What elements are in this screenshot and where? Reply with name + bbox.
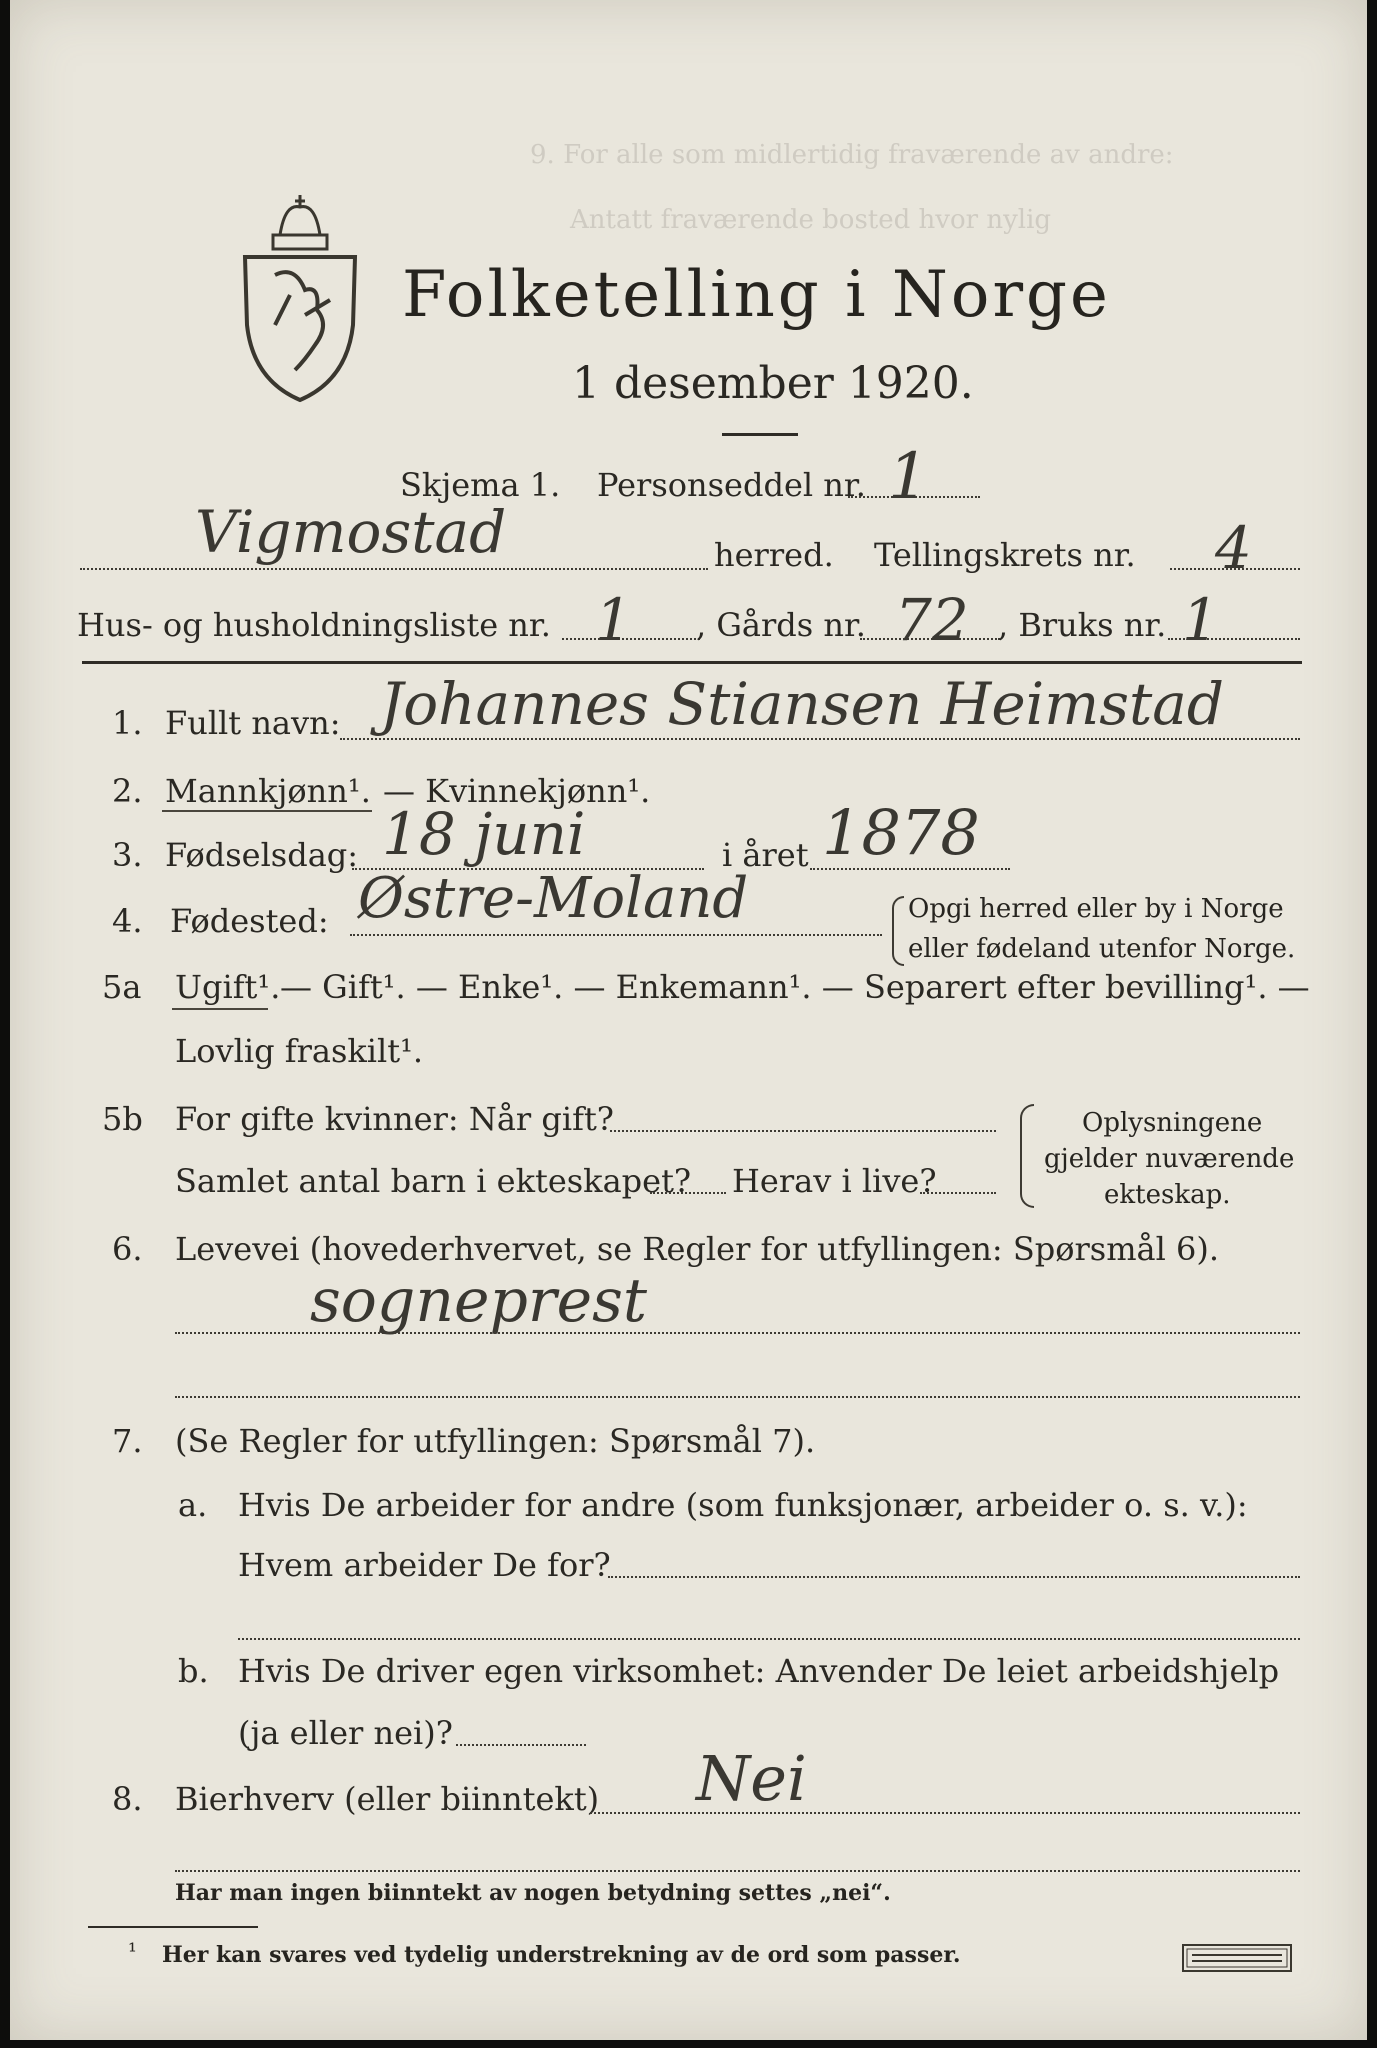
birthday-value: 18 juni <box>382 800 586 868</box>
marriage-note-brace <box>1020 1104 1034 1208</box>
q3-number: 3. <box>112 836 143 874</box>
q1-label: Fullt navn: <box>165 704 341 742</box>
marital-divorced-option[interactable]: Lovlig fraskilt¹. <box>175 1032 424 1070</box>
birth-year-value: 1878 <box>822 796 980 869</box>
marriage-note-line3: ekteskap. <box>1104 1180 1231 1210</box>
herred-field[interactable] <box>80 568 708 570</box>
q5b-children-label: Samlet antal barn i ekteskapet? <box>175 1162 692 1200</box>
q8-number: 8. <box>112 1780 143 1818</box>
schema-label: Skjema 1. <box>400 466 561 504</box>
occupation-field-line2[interactable] <box>175 1396 1300 1398</box>
q7b-letter: b. <box>178 1652 209 1690</box>
q7a-letter: a. <box>178 1486 208 1524</box>
marital-other-options[interactable]: — Gift¹. — Enke¹. — Enkemann¹. — Separert efter bevilling¹. — <box>280 968 1310 1006</box>
q7b-hired-help-label: (ja eller nei)? <box>238 1714 453 1752</box>
employer-field-line2[interactable] <box>238 1638 1300 1640</box>
q7-label: (Se Regler for utfyllingen: Spørsmål 7). <box>175 1422 816 1460</box>
norway-coat-of-arms-icon <box>235 195 365 405</box>
title-divider <box>722 433 798 436</box>
q8-label: Bierhverv (eller biinntekt) <box>175 1780 600 1818</box>
q3-label: Fødselsdag: <box>165 836 359 874</box>
personseddel-value: 1 <box>888 440 929 514</box>
header-divider <box>82 661 1302 664</box>
q2-number: 2. <box>112 772 143 810</box>
marriage-note-line1: Oplysningene <box>1082 1108 1263 1138</box>
tellingskrets-label: Tellingskrets nr. <box>874 536 1136 574</box>
full-name-value: Johannes Stiansen Heimstad <box>380 670 1224 738</box>
employer-field-line1[interactable] <box>608 1576 1300 1578</box>
census-date: 1 desember 1920. <box>572 358 974 409</box>
married-date-field[interactable] <box>610 1130 996 1132</box>
bleed-through-text: 9. For alle som midlertidig fraværende av andre: <box>530 140 1174 170</box>
tellingskrets-value: 4 <box>1215 514 1252 582</box>
birthplace-note-line2: eller fødeland utenfor Norge. <box>908 934 1296 964</box>
side-income-note: Har man ingen biinntekt av nogen betydning settes „nei“. <box>175 1880 891 1906</box>
hired-help-field[interactable] <box>456 1744 586 1746</box>
side-income-value: Nei <box>696 1742 807 1815</box>
gender-male-option[interactable]: Mannkjønn¹. <box>165 772 371 810</box>
q1-number: 1. <box>112 704 143 742</box>
census-form-page <box>10 0 1367 2040</box>
birthplace-note-line1: Opgi herred eller by i Norge <box>908 894 1284 924</box>
bruks-label: , Bruks nr. <box>998 606 1167 644</box>
birth-year-label: i året <box>722 836 809 874</box>
q7a-employer-label: Hvem arbeider De for? <box>238 1546 611 1584</box>
gards-value: 72 <box>895 586 969 654</box>
q7a-label: Hvis De arbeider for andre (som funksjonær, arbeider o. s. v.): <box>238 1486 1248 1524</box>
children-alive-field[interactable] <box>920 1192 996 1194</box>
bruks-value: 1 <box>1182 586 1219 654</box>
marriage-note-line2: gjelder nuværende <box>1044 1144 1295 1174</box>
q6-label: Levevei (hovederhvervet, se Regler for utfyllingen: Spørsmål 6). <box>175 1230 1220 1268</box>
birthplace-note-brace <box>892 896 904 966</box>
occupation-field-line1[interactable] <box>175 1332 1300 1334</box>
children-count-field[interactable] <box>650 1192 726 1194</box>
husliste-label: Hus- og husholdningsliste nr. <box>77 606 551 644</box>
personseddel-label: Personseddel nr. <box>597 466 866 504</box>
husliste-value: 1 <box>595 586 632 654</box>
footnote-divider <box>88 1926 258 1928</box>
side-income-field-line2[interactable] <box>175 1870 1300 1872</box>
form-title: Folketelling i Norge <box>402 258 1111 332</box>
gards-label: , Gårds nr. <box>696 606 866 644</box>
birthplace-value: Østre-Moland <box>358 866 749 931</box>
marital-unmarried-option[interactable]: Ugift¹. <box>175 968 281 1006</box>
full-name-field[interactable] <box>340 738 1300 740</box>
occupation-value: sognеprest <box>310 1266 647 1336</box>
printer-stamp-icon <box>1182 1944 1292 1972</box>
footnote-text: Her kan svares ved tydelig understrekning av de ord som passer. <box>162 1942 961 1968</box>
herred-label: herred. <box>714 536 834 574</box>
herred-value: Vigmostad <box>195 498 507 566</box>
q5b-number: 5b <box>102 1100 143 1138</box>
q4-number: 4. <box>112 902 143 940</box>
q4-label: Fødested: <box>170 902 329 940</box>
q5b-alive-label: Herav i live? <box>732 1162 937 1200</box>
gender-male-underline <box>162 810 372 812</box>
marital-unmarried-underline <box>172 1008 268 1010</box>
q5a-number: 5a <box>102 968 142 1006</box>
q7-number: 7. <box>112 1422 143 1460</box>
q6-number: 6. <box>112 1230 143 1268</box>
gender-female-option[interactable]: — Kvinnekjønn¹. <box>383 772 651 810</box>
birthplace-field[interactable] <box>350 934 882 936</box>
q7b-label: Hvis De driver egen virksomhet: Anvender De leiet arbeidshjelp <box>238 1652 1280 1690</box>
bleed-through-text: Antatt fraværende bosted hvor nylig <box>570 205 1052 235</box>
footnote-mark: ¹ <box>128 1940 137 1965</box>
q5b-label: For gifte kvinner: Når gift? <box>175 1100 614 1138</box>
